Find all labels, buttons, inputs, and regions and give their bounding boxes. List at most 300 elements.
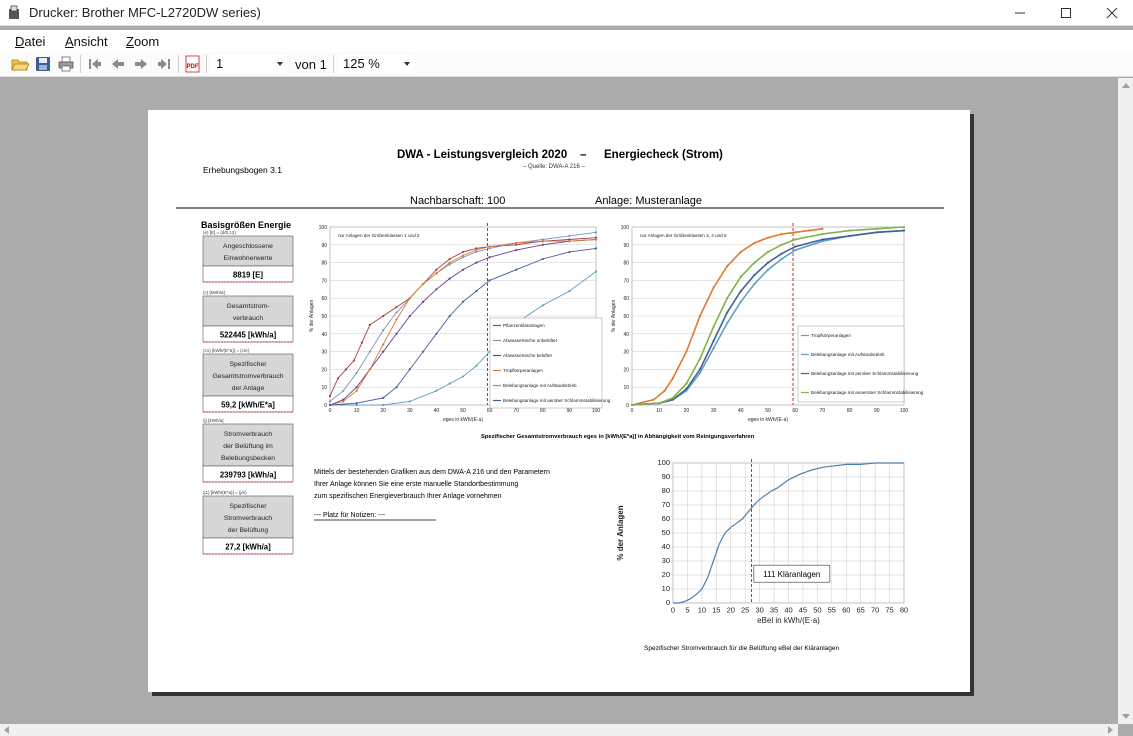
legend-entry: Belebungsanlage mit Aufstaubetrieb [503,383,577,389]
y-tick-label: 80 [623,260,629,267]
last-page-button[interactable] [154,55,174,73]
scroll-right-icon[interactable] [1108,726,1113,734]
y-axis-label: % der Anlagen [616,505,625,561]
page-content [148,110,970,692]
x-tick-label: 55 [827,605,836,615]
box-code: (c) [kWh/a] [203,290,225,295]
pdf-icon [183,55,203,73]
series-point [515,269,517,271]
series-point [409,368,411,370]
x-tick-label: 10 [656,408,662,414]
series-point [329,400,331,402]
series-point [876,228,878,230]
printer-icon [56,55,76,73]
toolbar-separator [178,55,179,73]
series-point [382,397,384,399]
y-tick-label: 90 [623,242,629,249]
menu-bar [0,30,1133,52]
series-point [595,231,597,233]
y-tick-label: 60 [623,296,629,303]
x-tick-label: 30 [755,605,764,615]
x-tick-label: 40 [738,408,744,414]
box-label-line: Gesamtstrom- [226,303,270,310]
series-point [781,258,783,260]
box-value: 522445 [kWh/a] [219,330,277,340]
plant-label: Anlage: Musteranlage [595,195,703,207]
series-point [515,249,517,251]
printer-app-icon [8,5,20,20]
series-point [794,238,796,240]
series-point [342,390,344,392]
next-page-button[interactable] [131,55,151,73]
first-page-icon [85,55,105,73]
series-point [767,237,769,239]
x-tick-label: 25 [741,605,750,615]
series-point [658,402,660,404]
y-tick-label: 30 [623,349,629,356]
notes-placeholder: --- Platz für Notizen: --- [314,512,386,519]
series-point [409,297,411,299]
y-tick-label: 0 [626,403,629,409]
series-point [753,283,755,285]
series-point [395,386,397,388]
series-point [409,315,411,317]
series-point [435,333,437,335]
toolbar-separator [333,55,334,73]
y-tick-label: 60 [321,296,327,303]
series-point [449,315,451,317]
legend-entry: Tropfkörperanlagen [503,368,543,374]
notes-block [314,469,550,520]
scroll-down-icon[interactable] [1122,714,1130,719]
series-point [542,258,544,260]
series-point [767,262,769,264]
x-tick-label: 50 [460,408,466,414]
series-point [435,269,437,271]
box-value: 8819 [E] [233,270,263,280]
y-axis-label: % der Anlagen [309,299,315,333]
series-point [876,231,878,233]
x-tick-label: 60 [792,408,798,414]
series-point [449,258,451,260]
document-viewport[interactable] [0,78,1118,724]
chevron-down-icon [277,62,283,66]
series-point [653,399,655,401]
x-tick-label: 40 [433,408,440,414]
box-label-line: der Belüftung im [223,443,273,450]
previous-page-button[interactable] [108,55,128,73]
y-tick-label: 50 [623,314,629,320]
chart-large-plants [611,223,924,423]
box-label-line: Angeschlossene [223,243,273,250]
close-button[interactable] [1089,0,1133,26]
series-point [329,395,331,397]
minimize-button[interactable] [997,0,1043,26]
series-point [369,324,371,326]
x-tick-label: 75 [885,605,894,615]
series-point [435,272,437,274]
series-point [685,383,687,385]
chart-small-plants [309,223,611,423]
series-point [462,254,464,256]
series-point [489,245,491,247]
y-tick-label: 100 [318,225,327,231]
page-number-value: 1 [216,56,224,71]
series-point [821,238,823,240]
x-tick-label: 60 [842,605,851,615]
series-point [475,365,477,367]
y-tick-label: 100 [620,225,629,231]
chevron-down-icon [404,62,410,66]
zoom-select[interactable] [338,54,414,74]
series-point [767,251,769,253]
series-point [713,340,715,342]
open-button[interactable] [10,55,30,73]
x-tick-label: 70 [819,408,826,414]
series-point [849,229,851,231]
box-label-line: der Belüftung [227,527,269,534]
x-tick-label: 90 [874,408,880,414]
series-point [361,342,363,344]
series-point [595,238,597,240]
series-point [329,404,331,406]
series-point [395,318,397,320]
minimize-icon [1014,7,1026,19]
arrow-right-icon [131,55,151,73]
y-tick-label: 40 [661,542,670,551]
y-tick-label: 10 [661,584,670,593]
series-point [382,329,384,331]
export-pdf-button[interactable] [183,55,203,73]
x-tick-label: 65 [856,605,865,615]
form-id: Erhebungsbogen 3.1 [203,165,282,175]
document-title-left: DWA - Leistungsvergleich 2020 [397,149,568,161]
series-point [808,229,810,231]
x-tick-label: 20 [380,408,386,414]
series-point [369,351,371,353]
folder-open-icon [10,55,30,73]
series-point [699,358,701,360]
box-label-line: Spezifischer [229,361,267,368]
x-tick-label: 0 [630,408,634,414]
series-point [781,253,783,255]
y-tick-label: 30 [321,349,327,356]
series-point [753,262,755,264]
box-label-line: Gesamtstromverbrauch [212,373,284,380]
series-point [462,269,464,271]
series-point [685,351,687,353]
series-point [713,347,715,349]
annotation-text: 111 Kläranlagen [763,570,821,580]
svg-text:PDF: PDF [186,64,199,70]
menu-datei-label: atei [24,34,46,49]
series-point [699,372,701,374]
y-tick-label: 40 [623,331,629,338]
series-point [449,278,451,280]
x-tick-label: 100 [591,408,601,414]
series-point [515,242,517,244]
y-tick-label: 0 [665,598,670,607]
note-line-1: Mittels der bestehenden Grafiken aus dem DWA-A 216 und den Parametern [314,469,550,476]
box-code: (j) [kWh/a] [203,418,224,423]
legend-box [490,318,602,408]
scroll-left-icon[interactable] [4,726,9,734]
series-point [699,315,701,317]
series-point [740,301,742,303]
legend-entry: Belebungsanlage mit Aufstaubetrieb [811,352,885,358]
toolbar-separator [206,55,207,73]
series-point [345,368,347,370]
legend-entry: Pflanzenkläranlagen [503,323,545,329]
series-point [740,251,742,253]
page-number-select[interactable] [211,54,287,74]
toolbar [0,52,1133,77]
x-tick-label: 45 [798,605,808,615]
legend-entry: Abwasserteiche belüftet [503,353,552,359]
legend-entry: Belebungsanlage mit aerober Schlammstabilisierung [811,371,919,377]
series-point [542,304,544,306]
y-tick-label: 50 [661,528,670,537]
x-tick-label: 15 [712,605,721,615]
y-tick-label: 0 [324,403,327,409]
series-point [449,383,451,385]
series-point [699,368,701,370]
series-point [356,402,358,404]
box-code: (e) [E] = (d/0,12) [203,230,236,235]
series-point [337,377,339,379]
caption-bottom: Spezifischer Stromverbrauch für die Belüftung eBel der Kläranlagen [644,645,840,652]
y-tick-label: 10 [321,385,327,392]
arrow-left-icon [108,55,128,73]
series-point [382,315,384,317]
y-tick-label: 70 [661,500,670,509]
series-point [542,244,544,246]
box-value: 27,2 [kWh/a] [225,542,271,552]
legend-entry: Tropfkörperanlagen [811,333,851,339]
box-label-line: Spezifischer [229,503,267,510]
series-point [672,377,674,379]
last-page-icon [154,55,174,73]
y-tick-label: 20 [321,367,327,374]
menu-ansicht[interactable] [65,34,108,49]
close-icon [1106,7,1118,19]
menu-zoom[interactable] [126,34,159,49]
chart-title: nur Anlagen der Größenklassen 1 und 2 [338,233,420,238]
y-tick-label: 10 [623,385,629,392]
x-tick-label: 90 [566,408,573,414]
x-tick-label: 80 [846,408,853,414]
box-code: (c1) [kWh/(E*a)] = (c/e) [203,348,250,353]
series-point [794,245,796,247]
y-tick-label: 60 [661,514,670,523]
series-point [422,283,424,285]
title-bar [0,0,1133,26]
menu-ansicht-accesskey: A [65,34,74,49]
series-point [353,359,355,361]
series-point [356,390,358,392]
x-tick-label: 80 [899,605,909,615]
x-axis-label: eges in kWh/(E·a) [442,417,484,423]
y-tick-label: 30 [661,556,670,565]
x-tick-label: 40 [784,605,793,615]
menu-datei-accesskey: D [15,34,25,49]
series-point [568,290,570,292]
series-point [462,375,464,377]
series-point [631,404,633,406]
series-point [903,226,905,228]
series-point [435,288,437,290]
series-point [781,233,783,235]
series-point [685,388,687,390]
box-label-line: Stromverbrauch [223,515,273,522]
y-tick-label: 80 [661,486,670,495]
x-tick-label: 50 [765,408,771,414]
series-point [449,262,451,264]
series-point [568,235,570,237]
info-boxes [203,230,293,554]
vertical-scrollbar[interactable] [1118,78,1133,724]
box-value: 59,2 [kWh/E*a] [221,400,275,410]
series-point [740,290,742,292]
series-point [395,311,397,313]
series-point [489,279,491,281]
box-label-line: Stromverbrauch [223,431,273,438]
horizontal-scrollbar[interactable] [0,724,1118,736]
document-source: – Quelle: DWA-A 216 – [523,164,585,170]
series-point [462,301,464,303]
series-point [713,326,715,328]
box-code: (j1) [kWh/(E*a)] = (j/e) [203,490,247,495]
y-tick-label: 90 [661,472,670,481]
series-point [568,251,570,253]
print-preview-page [148,110,970,692]
save-button[interactable] [33,55,53,73]
series-point [849,235,851,237]
y-tick-label: 20 [661,570,670,579]
series-point [462,251,464,253]
series-point [726,265,728,267]
chart-title: nur Anlagen der Größenklassen 3, 4 und 5 [640,233,727,238]
series-point [395,333,397,335]
x-tick-label: 0 [328,408,332,414]
x-tick-label: 60 [486,408,493,414]
series-point [382,343,384,345]
zoom-value: 125 % [343,56,380,71]
series-point [664,390,666,392]
document-title-right: Energiecheck (Strom) [604,149,723,161]
menu-zoom-accesskey: Z [126,34,134,49]
x-tick-label: 30 [407,408,413,414]
x-tick-label: 100 [899,408,909,414]
legend-entry: Abwasserteiche unbelüftet [503,338,557,344]
series-point [821,228,823,230]
first-page-button[interactable] [85,55,105,73]
series-point [356,386,358,388]
series-point [595,270,597,272]
x-tick-label: 10 [353,408,360,414]
series-point [475,249,477,251]
box-label-line: Einwohnerwerte [223,255,273,262]
x-tick-label: 20 [726,605,735,615]
series-point [409,400,411,402]
series-point [382,351,384,353]
y-tick-label: 100 [657,458,670,467]
x-tick-label: 5 [685,605,690,615]
x-tick-label: 50 [813,605,822,615]
box-label-line: der Anlage [231,385,265,392]
series-point [726,322,728,324]
y-tick-label: 40 [321,331,327,338]
x-tick-label: 35 [769,605,779,615]
y-tick-label: 20 [623,367,629,374]
y-tick-label: 70 [623,278,629,285]
series-point [356,372,358,374]
series-point [422,301,424,303]
series-point [342,400,344,402]
series-point [753,274,755,276]
window-title: Drucker: Brother MFC-L2720DW series) [29,5,261,20]
neighborhood-label: Nachbarschaft: 100 [410,195,506,207]
series-point [395,306,397,308]
series-point [753,242,755,244]
series-point [903,229,905,231]
x-axis-label: eBel in kWh/(E·a) [757,616,820,625]
series-point [781,244,783,246]
scroll-up-icon[interactable] [1122,83,1130,88]
series-point [475,262,477,264]
menu-ansicht-label: nsicht [73,34,108,49]
series-point [726,311,728,313]
x-axis-label: eges in kWh/(E·a) [747,417,789,423]
document-title-dash: – [580,149,587,161]
menu-zoom-label: oom [133,34,160,49]
note-line-3: zum spezifischen Energieverbrauch Ihrer Anlage vornehmen [314,493,502,500]
series-point [489,256,491,258]
y-axis-label: % der Anlagen [611,299,617,333]
maximize-icon [1060,7,1072,19]
series-point [713,286,715,288]
box-label-line: verbrauch [232,315,264,322]
legend-entry: Belebungsanlage mit anaerober Schlammstabilisierung [811,390,924,396]
series-point [740,276,742,278]
y-tick-label: 70 [321,278,327,285]
chart-aeration [616,458,908,625]
series-point [542,240,544,242]
series-point [794,249,796,251]
floppy-disk-icon [33,55,53,73]
x-tick-label: 20 [683,408,690,414]
x-tick-label: 0 [670,605,676,615]
series-point [794,231,796,233]
series-point [422,351,424,353]
series-point [595,247,597,249]
series-point [726,297,728,299]
menu-datei[interactable] [15,34,45,49]
print-button[interactable] [56,55,76,73]
legend-entry: Belebungsanlage mit aerober Schlammstabilisierung [503,398,611,404]
series-point [672,397,674,399]
series-point [382,404,384,406]
series-point [568,240,570,242]
page-total-label: von 1 [295,57,327,72]
x-tick-label: 70 [870,605,880,615]
x-tick-label: 30 [710,408,717,414]
caption-top: Spezifischer Gesamtstromverbrauch eges in [kWh/(E*a)] in Abhängigkeit vom Reinigungsverfahren [481,434,755,440]
x-tick-label: 80 [540,408,546,414]
x-tick-label: 70 [513,408,519,414]
box-label-line: Belebungsbecken [220,455,276,462]
maximize-button[interactable] [1043,0,1089,26]
